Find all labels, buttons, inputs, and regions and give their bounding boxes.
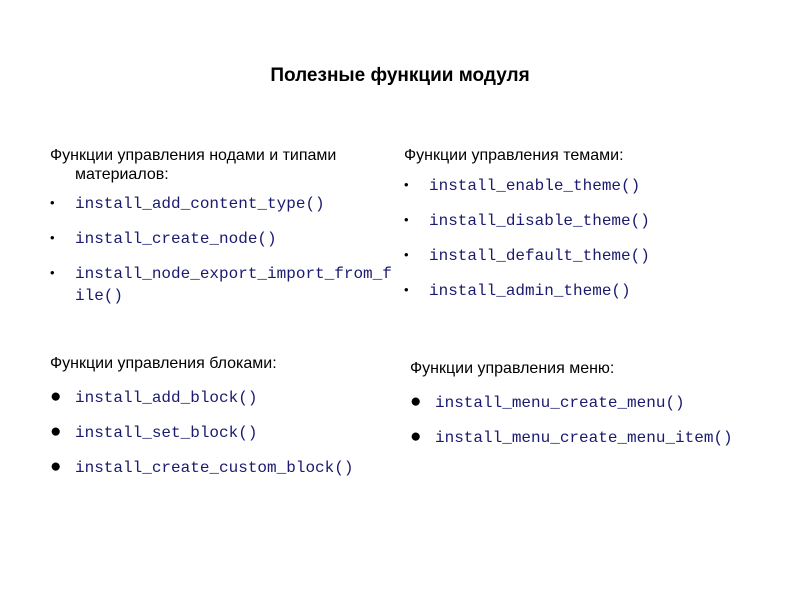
bullet-list-themes bbox=[404, 175, 784, 302]
list-item bbox=[50, 422, 410, 444]
list-item bbox=[50, 228, 395, 250]
function-name: install_enable_theme() bbox=[429, 177, 641, 195]
bullet-icon: ● bbox=[50, 421, 62, 442]
function-name: install_menu_create_menu() bbox=[435, 394, 685, 412]
list-item bbox=[404, 245, 784, 267]
bullet-icon: • bbox=[50, 195, 55, 210]
list-item bbox=[50, 457, 410, 479]
slide-title: Полезные функции модуля bbox=[270, 65, 530, 86]
function-name: install_add_content_type() bbox=[75, 195, 325, 213]
bullet-icon: ● bbox=[50, 386, 62, 407]
bullet-list-blocks bbox=[50, 387, 410, 479]
list-item bbox=[50, 193, 395, 215]
bullet-icon: • bbox=[50, 265, 55, 280]
bullet-list-menus bbox=[410, 392, 790, 449]
function-name: install_create_custom_block() bbox=[75, 459, 354, 477]
section-heading-nodes: Функции управления нодами и типами материалов: bbox=[50, 147, 337, 183]
list-item bbox=[410, 392, 790, 414]
function-name: install_default_theme() bbox=[429, 247, 650, 265]
bullet-icon: • bbox=[404, 177, 409, 192]
bullet-icon: ● bbox=[410, 391, 422, 412]
section-nodes bbox=[50, 146, 395, 307]
section-heading-blocks: Функции управления блоками: bbox=[50, 355, 277, 372]
bullet-icon: • bbox=[50, 230, 55, 245]
function-name: install_admin_theme() bbox=[429, 282, 631, 300]
list-item bbox=[50, 387, 410, 409]
list-item bbox=[404, 175, 784, 197]
section-heading-themes: Функции управления темами: bbox=[404, 147, 624, 164]
list-item bbox=[50, 263, 395, 307]
bullet-icon: ● bbox=[50, 456, 62, 477]
function-name: install_node_export_import_from_file() bbox=[75, 265, 392, 305]
function-name: install_set_block() bbox=[75, 424, 258, 442]
function-name: install_add_block() bbox=[75, 389, 258, 407]
list-item bbox=[404, 280, 784, 302]
list-item bbox=[410, 427, 790, 449]
bullet-list-nodes bbox=[50, 193, 395, 307]
list-item bbox=[404, 210, 784, 232]
function-name: install_create_node() bbox=[75, 230, 277, 248]
bullet-icon: • bbox=[404, 212, 409, 227]
section-menus bbox=[410, 359, 790, 449]
bullet-icon: • bbox=[404, 247, 409, 262]
bullet-icon: • bbox=[404, 282, 409, 297]
function-name: install_disable_theme() bbox=[429, 212, 650, 230]
section-themes bbox=[404, 146, 784, 302]
section-blocks bbox=[50, 354, 410, 479]
section-heading-menus: Функции управления меню: bbox=[410, 360, 615, 377]
bullet-icon: ● bbox=[410, 426, 422, 447]
function-name: install_menu_create_menu_item() bbox=[435, 429, 733, 447]
